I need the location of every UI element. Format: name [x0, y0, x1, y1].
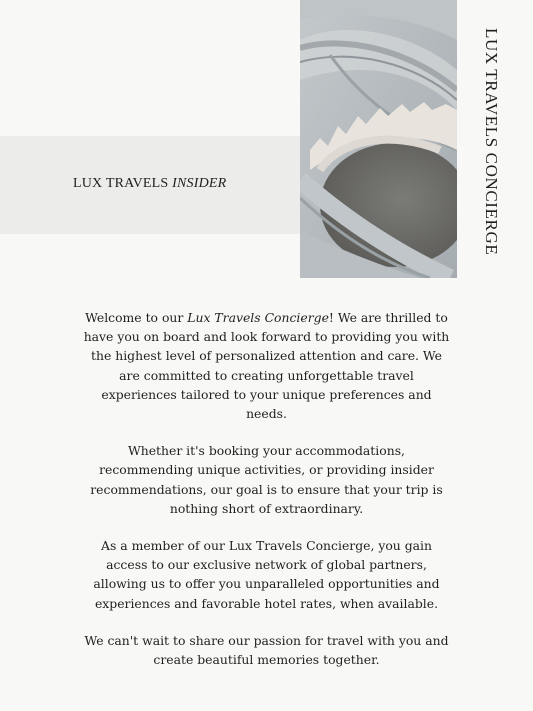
paragraph-2: Whether it's booking your accommodations, recommending unique activities, or providing insider recommendations, our goal is to ensure that your trip is nothing short of extraordinary.: [90, 443, 443, 516]
band-title-main: LUX TRAVELS: [73, 176, 173, 191]
paragraph-1: [82, 308, 451, 423]
p1-text-b: ! We are thrilled to have you on board and look forward to providing you with the highest level of personalized attention and care. We are committed to creating unforgettable travel experiences tailored to your unique preferences and needs.: [83, 310, 450, 422]
band-title-italic: INSIDER: [172, 176, 227, 191]
band-title: [73, 176, 226, 192]
paragraph-4: We can't wait to share our passion for travel with you and create beautiful memories together.: [84, 632, 449, 668]
p1-emphasis: Lux Travels Concierge: [187, 310, 329, 325]
side-title: LUX TRAVELS CONCIERGE: [482, 28, 501, 256]
p1-text-a: Welcome to our: [85, 310, 188, 325]
paragraph-3: As a member of our Lux Travels Concierge, you gain access to our exclusive network of global partners, allowing us to offer you unparalleled opportunities and experiences and favorable hotel rates, when available.: [93, 538, 440, 611]
spiral-staircase-photo: [300, 0, 457, 278]
welcome-letter: [82, 308, 451, 687]
